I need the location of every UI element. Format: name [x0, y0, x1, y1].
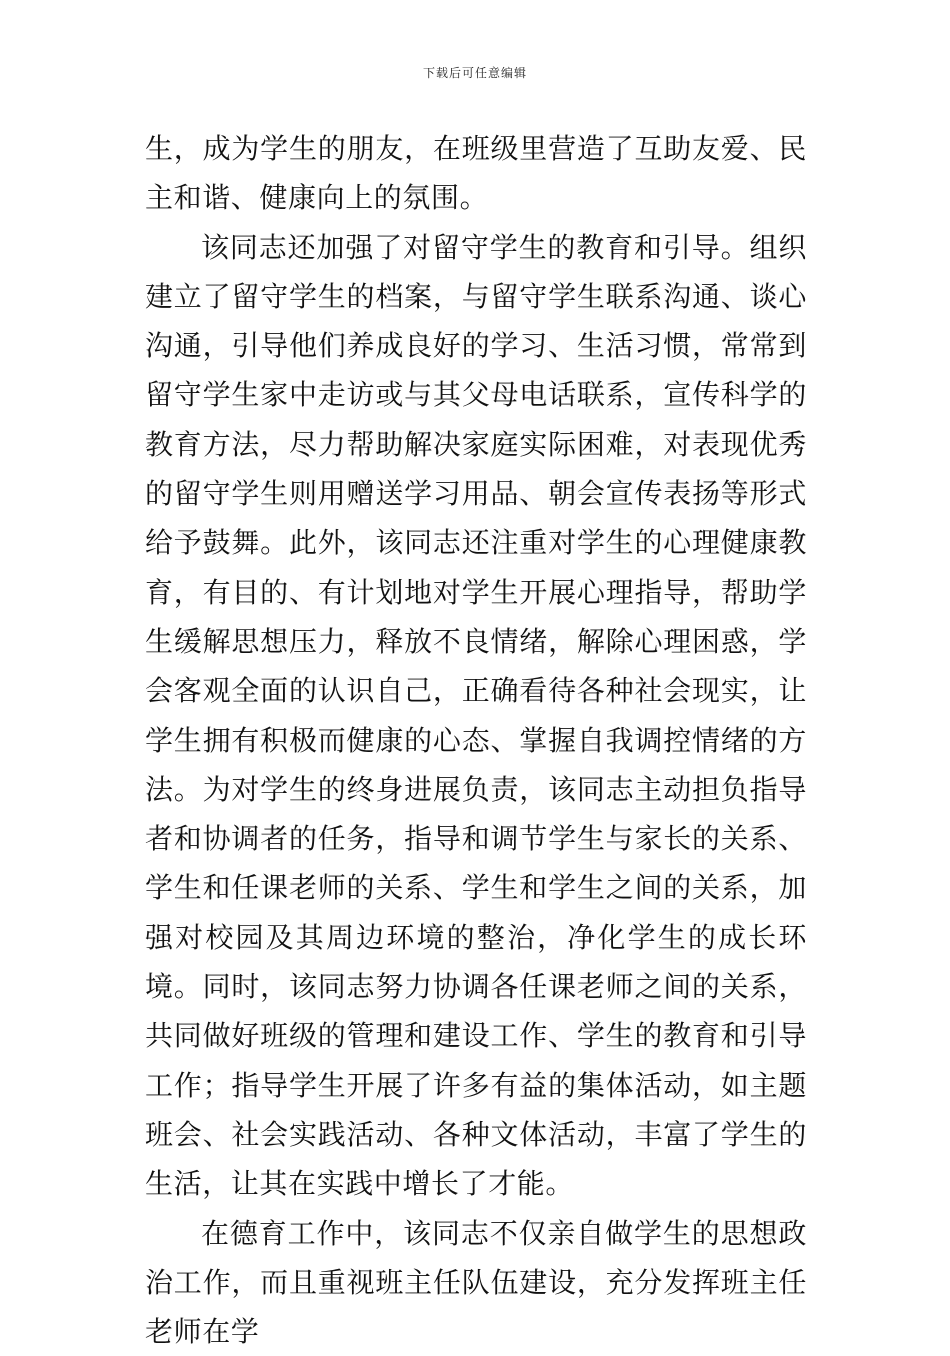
page-header: 下载后可任意编辑	[422, 66, 527, 80]
paragraph-2: 该同志还加强了对留守学生的教育和引导。组织建立了留守学生的档案，与留守学生联系沟通、谈心沟通，引导他们养成良好的学习、生活习惯，常常到留守学生家中走访或与其父母电话联系，宣传科学的教育方法，尽力帮助解决家庭实际困难，对表现优秀的留守学生则用赠送学习用品、朝会宣传表扬等形式给予鼓舞。此外，该同志还注重对学生的心理健康教育，有目的、有计划地对学生开展心理指导，帮助学生缓解思想压力，释放不良情绪，解除心理困惑，学会客观全面的认识自己，正确看待各种社会现实，让学生拥有积极而健康的心态、掌握自我调控情绪的方法。为对学生的终身进展负责，该同志主动担负指导者和协调者的任务，指导和调节学生与家长的关系、学生和任课老师的关系、学生和学生之间的关系，加强对校园及其周边环境的整治，净化学生的成长环境。同时，该同志努力协调各任课老师之间的关系，共同做好班级的管理和建设工作、学生的教育和引导工作；指导学生开展了许多有益的集体活动，如主题班会、社会实践活动、各种文体活动，丰富了学生的生活，让其在实践中增长了才能。	[145, 230, 807, 1201]
paragraph-1: 生，成为学生的朋友，在班级里营造了互助友爱、民主和谐、健康向上的氛围。	[145, 132, 807, 215]
document-body	[145, 124, 807, 1356]
paragraph-3: 在德育工作中，该同志不仅亲自做学生的思想政治工作，而且重视班主任队伍建设，充分发挥班主任老师在学	[145, 1216, 807, 1349]
